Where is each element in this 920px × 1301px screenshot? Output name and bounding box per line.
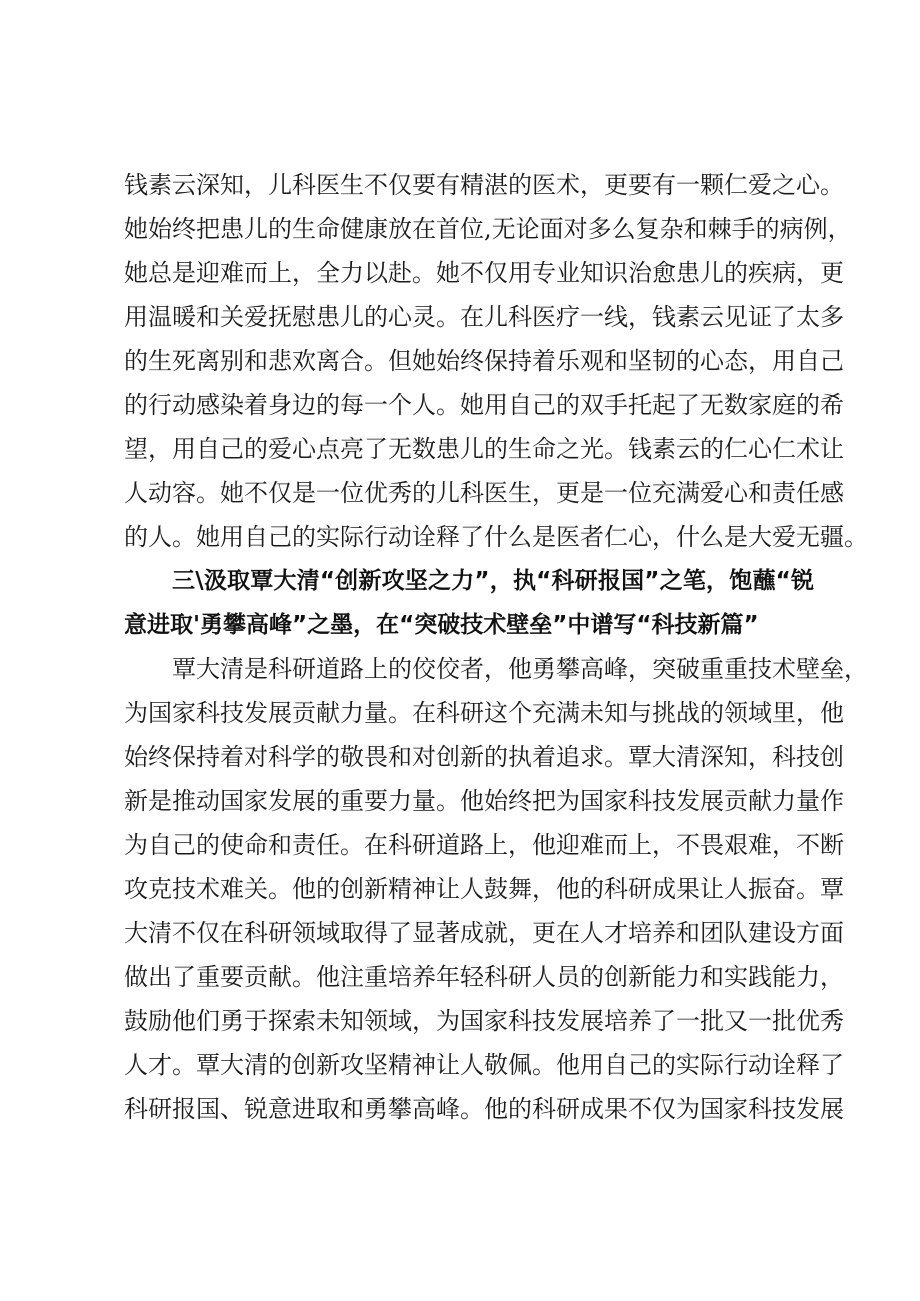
paragraph2-line: 为自己的使命和责任。在科研道路上，他迎难而上，不畏艰难，不断 xyxy=(124,831,844,859)
paragraph1-line: 她始终把患儿的生命健康放在首位,无论面对多么复杂和棘手的病例， xyxy=(124,215,852,243)
paragraph2-line: 鼓励他们勇于探索未知领域，为国家科技发展培养了一批又一批优秀 xyxy=(124,1007,844,1035)
paragraph1-line: 的行动感染着身边的每一个人。她用自己的双手托起了无数家庭的希 xyxy=(124,391,844,419)
section-heading-line: 三\汲取覃大清“创新攻坚之力”，执“科研报国”之笔，饱蘸“锐 xyxy=(172,568,814,594)
paragraph2-line: 覃大清是科研道路上的佼佼者，他勇攀高峰，突破重重技术壁垒， xyxy=(172,655,868,683)
paragraph1-line: 人动容。她不仅是一位优秀的儿科医生，更是一位充满爱心和责任感 xyxy=(124,479,844,507)
paragraph1-line: 钱素云深知，儿科医生不仅要有精湛的医术，更要有一颗仁爱之心。 xyxy=(124,171,844,199)
paragraph2-line: 人才。覃大清的创新攻坚精神让人敬佩。他用自己的实际行动诠释了 xyxy=(124,1051,844,1079)
paragraph1-line: 她总是迎难而上，全力以赴。她不仅用专业知识治愈患儿的疾病，更 xyxy=(124,259,844,287)
paragraph1-line: 望，用自己的爱心点亮了无数患儿的生命之光。钱素云的仁心仁术让 xyxy=(124,435,844,463)
paragraph2-line: 大清不仅在科研领域取得了显著成就，更在人才培养和团队建设方面 xyxy=(124,919,844,947)
paragraph2-line: 做出了重要贡献。他注重培养年轻科研人员的创新能力和实践能力， xyxy=(124,963,844,991)
paragraph2-line: 新是推动国家发展的重要力量。他始终把为国家科技发展贡献力量作 xyxy=(124,787,844,815)
paragraph2-line: 攻克技术难关。他的创新精神让人鼓舞，他的科研成果让人振奋。覃 xyxy=(124,875,844,903)
paragraph2-line: 为国家科技发展贡献力量。在科研这个充满未知与挑战的领域里，他 xyxy=(124,699,844,727)
paragraph1-line: 用温暖和关爱抚慰患儿的心灵。在儿科医疗一线，钱素云见证了太多 xyxy=(124,303,844,331)
section-heading-line: 意进取'勇攀高峰”之墨，在“突破技术壁垒”中谱写“科技新篇” xyxy=(124,612,759,638)
paragraph2-line: 始终保持着对科学的敬畏和对创新的执着追求。覃大清深知，科技创 xyxy=(124,743,844,771)
paragraph2-line: 科研报国、锐意进取和勇攀高峰。他的科研成果不仅为国家科技发展 xyxy=(124,1095,844,1123)
paragraph1-line: 的生死离别和悲欢离合。但她始终保持着乐观和坚韧的心态，用自己 xyxy=(124,347,844,375)
paragraph1-line: 的人。她用自己的实际行动诠释了什么是医者仁心，什么是大爱无疆。 xyxy=(124,523,868,551)
